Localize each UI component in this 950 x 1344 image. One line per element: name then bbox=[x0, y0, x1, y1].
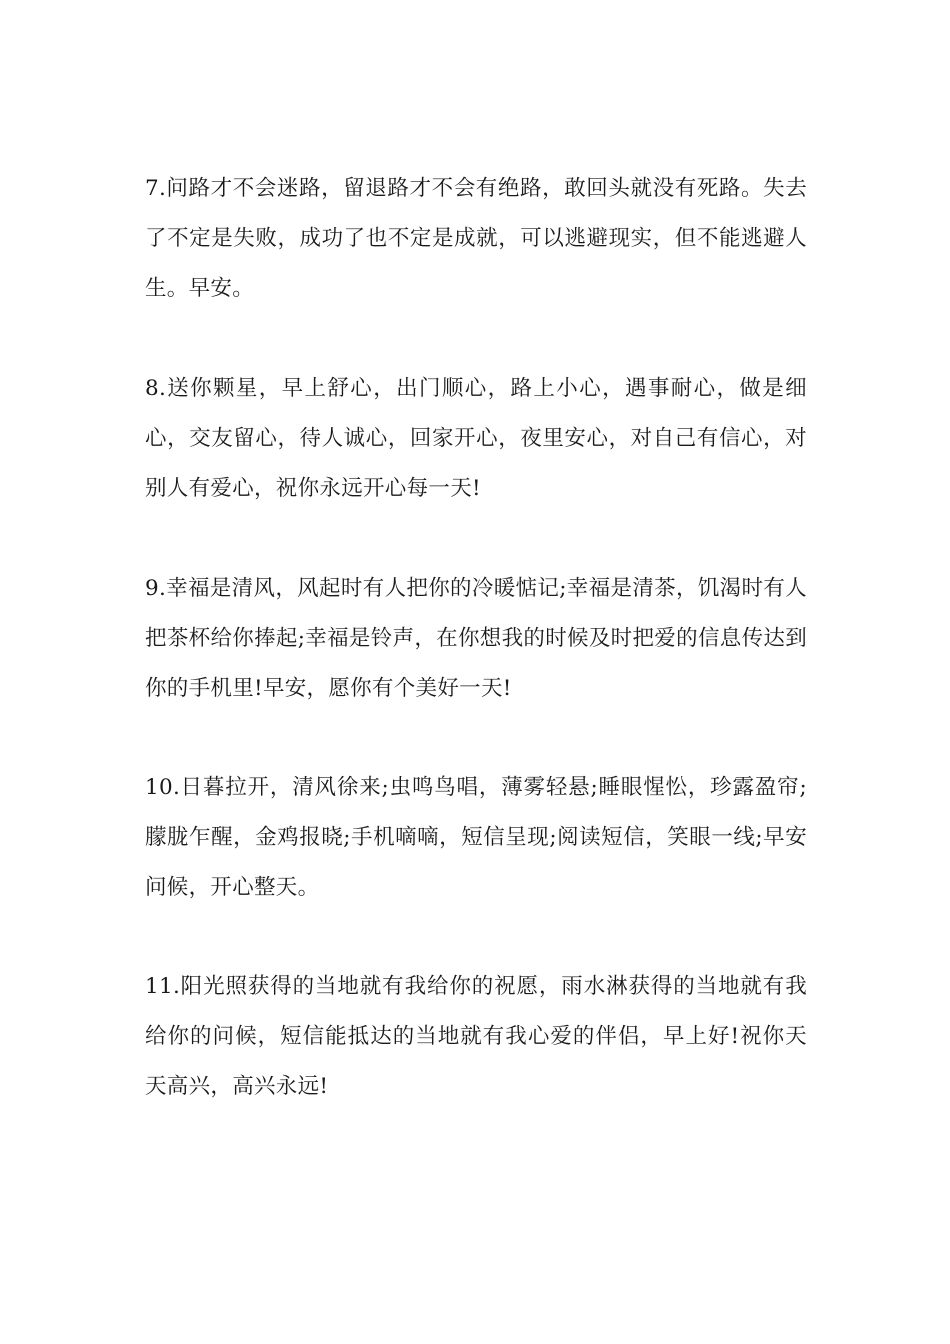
greeting-paragraph-8: 8.送你颗星，早上舒心，出门顺心，路上小心，遇事耐心，做是细心，交友留心，待人诚心，回家开心，夜里安心，对自己有信心，对别人有爱心，祝你永远开心每一天! bbox=[145, 376, 807, 501]
greeting-paragraph-10: 10.日暮拉开，清风徐来;虫鸣鸟唱，薄雾轻悬;睡眼惺忪，珍露盈帘;朦胧乍醒，金鸡报晓;手机嘀嘀，短信呈现;阅读短信，笑眼一线;早安问候，开心整天。 bbox=[145, 775, 807, 900]
greeting-paragraph-7: 7.问路才不会迷路，留退路才不会有绝路，敢回头就没有死路。失去了不定是失败，成功了也不定是成就，可以逃避现实，但不能逃避人生。早安。 bbox=[145, 176, 807, 301]
greeting-paragraph-11: 11.阳光照获得的当地就有我给你的祝愿，雨水淋获得的当地就有我给你的问候，短信能抵达的当地就有我心爱的伴侣，早上好!祝你天天高兴，高兴永远! bbox=[145, 974, 807, 1099]
greeting-paragraph-9: 9.幸福是清风，风起时有人把你的冷暖惦记;幸福是清茶，饥渴时有人把茶杯给你捧起;幸福是铃声，在你想我的时候及时把爱的信息传达到你的手机里!早安，愿你有个美好一天! bbox=[145, 576, 807, 701]
